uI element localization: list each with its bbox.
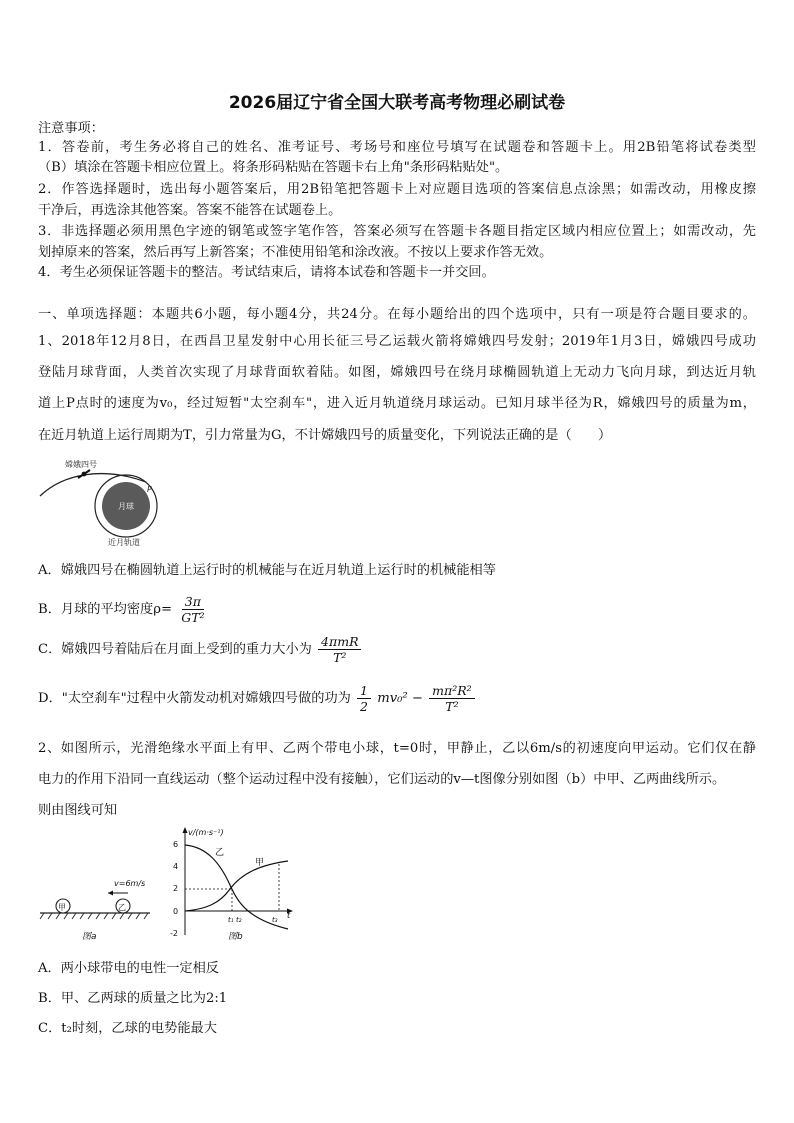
fraction-denominator: T² [445,699,459,714]
notice-line: 4．考生必须保证答题卡的整洁。考试结束后，请将本试卷和答题卡一并交回。 [38,265,495,280]
option-b: B．甲、乙两球的质量之比为2:1 [38,991,228,1006]
option-d-text: D．"太空刹车"过程中火箭发动机对嫦娥四号做的功为 [38,691,351,706]
question-2-text: 则由图线可知 [38,803,118,818]
curve-jia [185,861,288,911]
question-2-text: 电力的作用下沿同一直线运动（整个运动过程中没有接触），它们运动的v—t图像分别如图（b）中甲、乙两曲线所示。 [38,772,726,787]
y-tick-label: -2 [170,929,178,938]
figure-a [38,866,156,946]
density-fraction [178,594,207,625]
work-expression: mv₀² − [377,691,423,706]
option-c: C．t₂时刻，乙球的电势能最大 [38,1021,217,1036]
energy-fraction [429,683,475,714]
curve-jia-label: 甲 [255,858,265,868]
option-c [38,634,756,665]
notice-heading: 注意事项： [38,121,104,136]
velocity-label: v=6m/s [114,879,146,888]
notice-line: 干净后，再选涂其他答案。答案不能答在试题卷上。 [38,203,342,218]
y-tick-label: 6 [173,840,179,849]
probe-label: 嫦娥四号 [65,460,97,469]
half-fraction [357,683,371,714]
fraction-denominator: 2 [360,699,368,714]
figure-a-caption: 图a [82,932,97,942]
figure-b-caption: 图b [228,932,243,942]
y-tick-label: 2 [173,884,179,893]
fraction-numerator: 1 [357,683,371,699]
ball-yi-label: 乙 [118,903,126,912]
y-axis-arrow-icon [183,827,188,833]
moon-label: 月球 [118,502,134,511]
fraction-denominator: T² [333,650,347,665]
section-heading: 一、单项选择题：本题共6小题，每小题4分，共24分。在每小题给出的四个选项中，只有一项是符合题目要求的。 [38,307,756,322]
fraction-numerator: 3π [182,594,204,610]
x-axis-label: t [287,911,291,920]
x-tick-label: t₁ [228,916,234,924]
option-a: A．嫦娥四号在椭圆轨道上运行时的机械能与在近月轨道上运行时的机械能相等 [38,563,496,578]
fraction-denominator: GT² [181,610,205,625]
y-tick-label: 4 [173,862,179,871]
gravity-fraction [318,634,361,665]
page-title: 2026届辽宁省全国大联考高考物理必刷试卷 [228,93,566,113]
moon-orbit-figure [38,454,168,550]
option-a: A．两小球带电的电性一定相反 [38,961,219,976]
figure-b-vt-graph [162,823,302,943]
question-1-text: 道上P点时的速度为v₀，经过短暂"太空刹车"，进入近月轨道绕月球运动。已知月球半径为R，嫦娥四号的质量为m， [38,396,756,411]
y-tick-label: 0 [173,907,179,916]
option-b-text: B．月球的平均密度ρ= [38,602,172,617]
curve-yi-label: 乙 [215,848,225,858]
question-2-text: 2、如图所示，光滑绝缘水平面上有甲、乙两个带电小球，t=0时，甲静止，乙以6m/s的初速度向甲运动。它们仅在静 [38,741,756,756]
x-tick-label: t₂ [236,916,242,924]
fraction-numerator: mπ²R² [429,683,475,699]
notice-line: 3．非选择题必须用黑色字迹的钢笔或签字笔作答，答案必须写在答题卡各题目指定区域内相应位置上；如需改动，先 [38,224,756,239]
question-1-text: 在近月轨道上运行周期为T，引力常量为G，不计嫦娥四号的质量变化，下列说法正确的是（ ） [38,428,612,443]
x-tick-label: t₃ [272,916,278,924]
orbit-label: 近月轨道 [108,538,140,547]
ground-hatching [40,913,148,919]
point-p-label: P [147,485,152,494]
ball-jia-label: 甲 [58,903,66,912]
arrow-head-icon [108,891,113,896]
option-b [38,594,756,625]
notice-line: 划掉原来的答案，然后再写上新答案；不准使用铅笔和涂改液。不按以上要求作答无效。 [38,245,553,260]
notice-line: 2．作答选择题时，选出每小题答案后，用2B铅笔把答题卡上对应题目选项的答案信息点涂黑；如需改动，用橡皮擦 [38,182,756,197]
question-1-text: 1、2018年12月8日，在西昌卫星发射中心用长征三号乙运载火箭将嫦娥四号发射；2019年1月3日，嫦娥四号成功 [38,334,756,349]
notice-line: 1．答卷前，考生务必将自己的姓名、准考证号、考场号和座位号填写在试题卷和答题卡上。用2B铅笔将试卷类型 [38,140,756,155]
option-c-text: C．嫦娥四号着陆后在月面上受到的重力大小为 [38,642,312,657]
notice-line: （B）填涂在答题卡相应位置上。将条形码粘贴在答题卡右上角"条形码粘贴处"。 [38,160,509,175]
option-d [38,683,756,714]
question-1-text: 登陆月球背面，人类首次实现了月球背面软着陆。如图，嫦娥四号在绕月球椭圆轨道上无动力飞向月球，到达近月轨 [38,365,756,380]
fraction-numerator: 4πmR [318,634,361,650]
y-axis-label: v/(m·s⁻¹) [188,828,224,837]
